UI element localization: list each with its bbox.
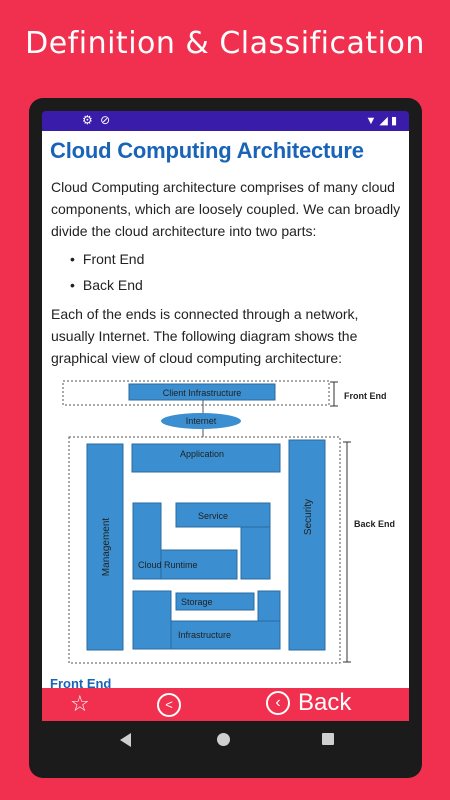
client-infrastructure-label: Client Infrastructure: [162, 388, 242, 398]
security-box: [289, 440, 325, 650]
wifi-icon: ▼: [365, 115, 377, 127]
parts-list: [70, 246, 144, 298]
management-label: Management: [101, 517, 112, 577]
next-section-heading: Front End: [50, 676, 112, 688]
architecture-diagram: [58, 377, 398, 667]
application-label: Application: [179, 449, 225, 459]
article-title: Cloud Computing Architecture: [50, 138, 364, 163]
security-label: Security: [303, 498, 314, 536]
signal-icon: ◢: [379, 115, 388, 127]
article-view[interactable]: [42, 131, 409, 688]
back-label: Back: [298, 689, 352, 716]
nav-back-icon[interactable]: [120, 733, 131, 747]
cloud-runtime-label: Cloud Runtime: [138, 560, 198, 570]
chevron-left-icon: ‹: [266, 691, 290, 715]
service-side-block: [241, 527, 270, 579]
bottom-bar: [42, 688, 409, 721]
gear-icon: ⚙: [82, 113, 93, 127]
list-item-front-end: • Front End: [70, 246, 144, 272]
internet-label: Internet: [185, 416, 217, 426]
status-bar: [42, 111, 409, 131]
back-button[interactable]: [266, 689, 351, 717]
share-icon[interactable]: <: [157, 693, 181, 717]
system-nav-bar: [42, 721, 409, 766]
storage-side-block: [258, 591, 280, 621]
battery-icon: ▮: [390, 115, 397, 127]
nav-home-icon[interactable]: [217, 733, 230, 746]
diagram-intro-paragraph: Each of the ends is connected through a network, usually Internet. The following diagram shows the graphical view of cloud computing architecture:: [51, 306, 359, 366]
back-end-diagram-label: Back End: [354, 519, 396, 529]
storage-label: Storage: [181, 597, 213, 607]
front-end-diagram-label: Front End: [344, 391, 387, 401]
banner-title: Definition & Classification: [25, 26, 425, 61]
nav-recents-icon[interactable]: [322, 733, 334, 745]
intro-paragraph: Cloud Computing architecture comprises of many cloud components, which are loosely coupled. We can broadly divide the cloud architecture into two parts:: [51, 179, 401, 239]
infra-side-block: [133, 591, 171, 649]
service-label: Service: [198, 511, 229, 521]
star-icon[interactable]: ☆: [70, 691, 90, 716]
infrastructure-label: Infrastructure: [178, 630, 232, 640]
list-item-back-end: • Back End: [70, 272, 144, 298]
phone-frame: [29, 98, 422, 778]
no-sync-icon: ⊘: [100, 113, 111, 127]
